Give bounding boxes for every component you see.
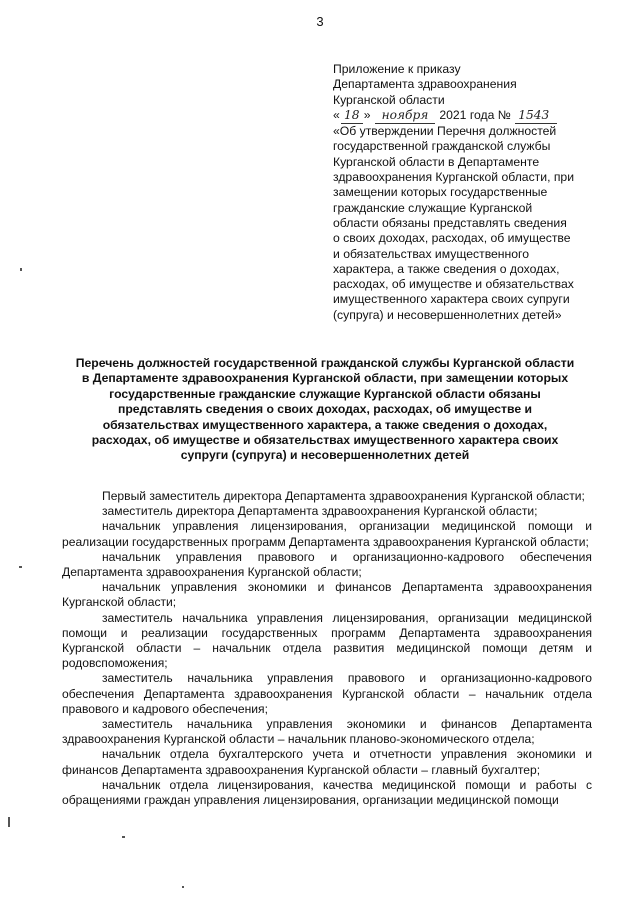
date-year: 2021 года № <box>439 107 511 122</box>
position-item: начальник управления правового и организационно-кадрового обеспечения Департамента здравоохранения Курганской области; <box>62 549 592 580</box>
position-item: заместитель директора Департамента здравоохранения Курганской области; <box>102 504 538 519</box>
heading-line: Перечень должностей государственной гражданской службы Курганской области <box>75 356 575 370</box>
appendix-block <box>333 62 601 323</box>
page-number: 3 <box>316 14 324 29</box>
appendix-line: Приложение к приказу <box>333 62 461 76</box>
heading-line: в Департаменте здравоохранения Курганской области, при замещении которых <box>81 371 569 386</box>
handwritten-day: 18 <box>341 108 363 124</box>
heading-line: расходах, об имуществе и обязательствах имущественного характера своих <box>91 433 559 448</box>
appendix-title-line: и обязательствах имущественного <box>333 246 530 261</box>
heading-line: представлять сведения о своих доходах, расходах, об имуществе и <box>118 402 532 417</box>
date-open-quote: « <box>333 107 340 122</box>
appendix-title-line: расходах, об имуществе и обязательствах <box>333 277 574 292</box>
scan-speck <box>122 836 125 838</box>
appendix-title-line: «Об утверждении Перечня должностей <box>333 124 557 139</box>
appendix-title-line: (супруга) и несовершеннолетних детей» <box>333 307 562 322</box>
handwritten-order-number: 1543 <box>515 108 557 124</box>
position-item: начальник отдела лицензирования, качества медицинской помощи и работы с обращениями граждан управления лицензирования, организации медицинской помощи <box>62 777 592 808</box>
position-item: Первый заместитель директора Департамента здравоохранения Курганской области; <box>102 489 585 503</box>
position-item: начальник управления экономики и финансов Департамента здравоохранения Курганской области; <box>62 580 592 610</box>
appendix-line: Департамента здравоохранения <box>333 77 517 92</box>
heading-line: обязательствах имущественного характера, а также сведения о доходах, <box>102 417 548 432</box>
appendix-title-line: имущественного характера своих супруги <box>333 292 570 307</box>
position-item: заместитель начальника управления экономики и финансов Департамента здравоохранения Курганской области – начальник планово-экономического отдела; <box>62 717 592 747</box>
appendix-title-line: характера, а также сведения о доходах, <box>333 261 560 276</box>
appendix-title-line: гражданские служащие Курганской <box>333 200 533 215</box>
scan-speck <box>20 268 22 271</box>
heading-line: государственные гражданские служащие Курганской области обязаны <box>109 386 541 401</box>
appendix-title-line: Курганской области в Департаменте <box>333 154 540 169</box>
document-heading <box>56 356 594 464</box>
date-close-quote: » <box>363 107 371 122</box>
position-item: начальник управления лицензирования, организации медицинской помощи и реализации государственных программ Департамента здравоохранения Курганской области; <box>62 519 592 549</box>
positions-list <box>62 489 592 808</box>
handwritten-month: ноября <box>375 108 435 124</box>
appendix-title-line: государственной гражданской службы <box>333 139 551 154</box>
position-item: начальник отдела бухгалтерского учета и отчетности управления экономики и финансов Департамента здравоохранения Курганской области – главный бухгалтер; <box>62 747 592 777</box>
scan-speck <box>182 886 184 888</box>
heading-line: супруги (супруга) и несовершеннолетних детей <box>180 448 470 463</box>
appendix-date-line <box>333 108 601 124</box>
appendix-title-line: замещении которых государственные <box>333 185 548 200</box>
scan-speck <box>19 566 22 568</box>
appendix-title-line: о своих доходах, расходах, об имуществе <box>333 231 571 246</box>
position-item: заместитель начальника управления лицензирования, организации медицинской помощи и реализации государственных программ Департамента здравоохранения Курганской области – начальник отдела развития медицинской помощи детям и родовспоможения; <box>62 610 592 671</box>
scan-speck <box>8 817 10 827</box>
appendix-title-line: здравоохранения Курганской области, при <box>333 170 575 185</box>
appendix-title-line: области обязаны представлять сведения <box>333 215 567 230</box>
appendix-line: Курганской области <box>333 92 445 107</box>
position-item: заместитель начальника управления правового и организационно-кадрового обеспечения Департамента здравоохранения Курганской области – начальник отдела правового и кадрового обеспечения; <box>62 671 592 716</box>
